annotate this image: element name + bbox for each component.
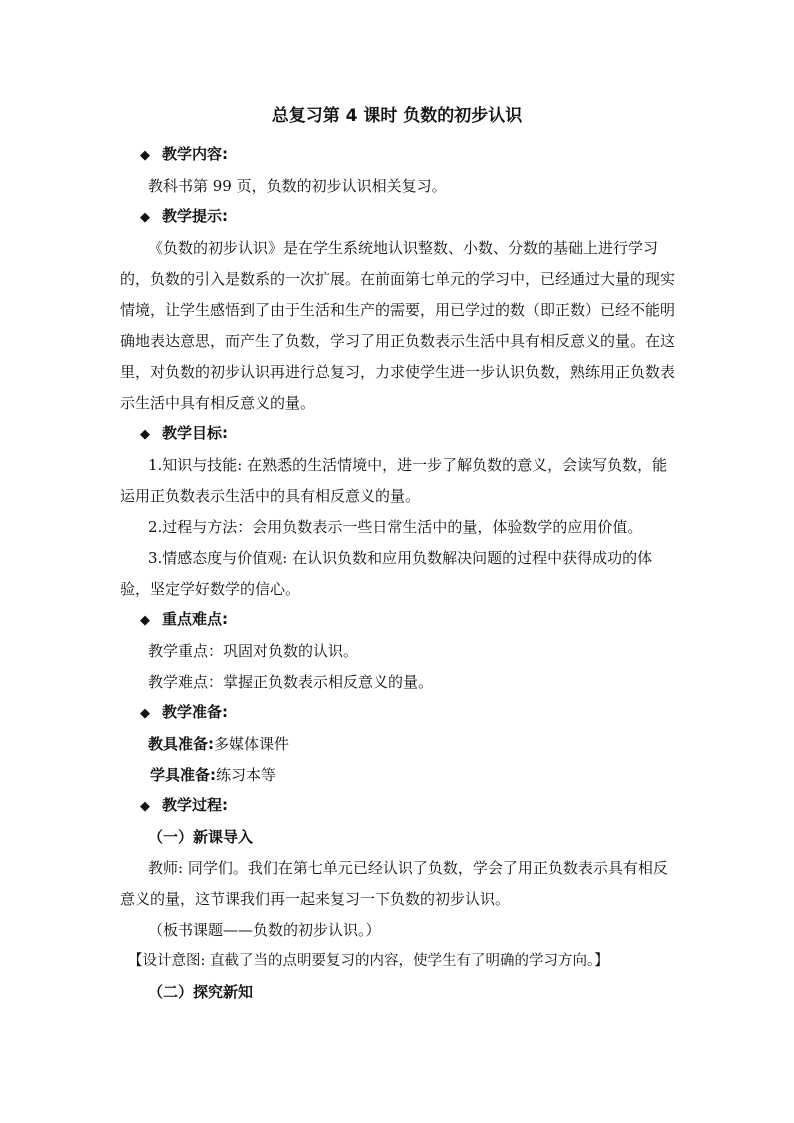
diamond-bullet-icon: ◆ [140,427,150,442]
heading-text: 教学内容: [162,145,228,163]
student-prep-label: 学具准备: [150,766,216,784]
section-heading-goals [120,418,680,450]
heading-text: 教学目标: [162,424,228,442]
process-part1-text: 教师: 同学们。我们在第七单元已经认识了负数，学会了用正负数表示具有相反意义的量，这节课我们再一起来复习一下负数的初步认识。 [120,859,668,908]
key-point: 教学重点：巩固对负数的认识。 [148,642,359,660]
section-content [120,139,680,202]
heading-text: 教学提示: [162,207,228,225]
teacher-prep-label: 教具准备: [148,735,214,753]
section-heading-content [120,139,680,171]
section-hint [120,201,680,419]
section-goals [120,418,680,605]
student-prep-value: 练习本等 [216,766,277,784]
process-part1-paragraph [120,853,680,946]
goal-item: 3.情感态度与价值观: 在认识负数和应用负数解决问题的过程中获得成功的体验，坚定学好数学的信心。 [120,549,653,598]
difficult-point: 教学难点：掌握正负数表示相反意义的量。 [148,673,434,691]
process-part1-design: 【设计意图: 直截了当的点明要复习的内容，使学生有了明确的学习方向。】 [128,953,609,969]
diamond-bullet-icon: ◆ [140,613,150,628]
teacher-prep [120,729,680,760]
hint-text: 《负数的初步认识》是在学生系统地认识整数、小数、分数的基础上进行学习的，负数的引入是数系的一次扩展。在前面第七单元的学习中，已经通过大量的现实情境，让学生感悟到了由于生活和生产的需要，用已学过的数（即正数）已经不能明确地表达意思，而产生了负数，学习了用正负数表示生活中具有相反意义的量。在这里，对负数的初步认识再进行总复习，力求使学生进一步认识负数，熟练用正负数表示生活中具有相反意义的量。 [120,239,676,412]
section-heading-process [120,790,680,822]
goals-list [120,450,680,605]
process-part1-board: （板书课题——负数的初步认识。） [148,921,381,939]
section-heading-prep [120,697,680,729]
section-prep [120,697,680,791]
diamond-bullet-icon: ◆ [140,210,150,225]
process-part1-title: （一）新课导入 [148,828,254,846]
heading-text: 重点难点: [162,610,228,628]
content-text: 教科书第 99 页，负数的初步认识相关复习。 [148,177,447,195]
section-heading-keypoints [120,604,680,636]
goal-item: 1.知识与技能: 在熟悉的生活情境中，进一步了解负数的意义，会读写负数，能运用正负数表示生活中的具有相反意义的量。 [120,456,668,505]
diamond-bullet-icon: ◆ [140,148,150,163]
section-heading-hint [120,201,680,233]
teacher-prep-value: 多媒体课件 [214,735,290,753]
diamond-bullet-icon: ◆ [140,799,150,814]
section-process [120,790,680,1008]
goal-item: 2.过程与方法：会用负数表示一些日常生活中的量，体验数学的应用价值。 [148,518,643,536]
heading-text: 教学准备: [162,703,228,721]
section-keypoints [120,604,680,698]
diamond-bullet-icon: ◆ [140,706,150,721]
heading-text: 教学过程: [162,796,228,814]
hint-paragraph [120,233,680,419]
process-part2-title: （二）探究新知 [148,983,254,1001]
student-prep [120,760,680,791]
document-title: 总复习第 4 课时 负数的初步认识 [271,106,523,126]
